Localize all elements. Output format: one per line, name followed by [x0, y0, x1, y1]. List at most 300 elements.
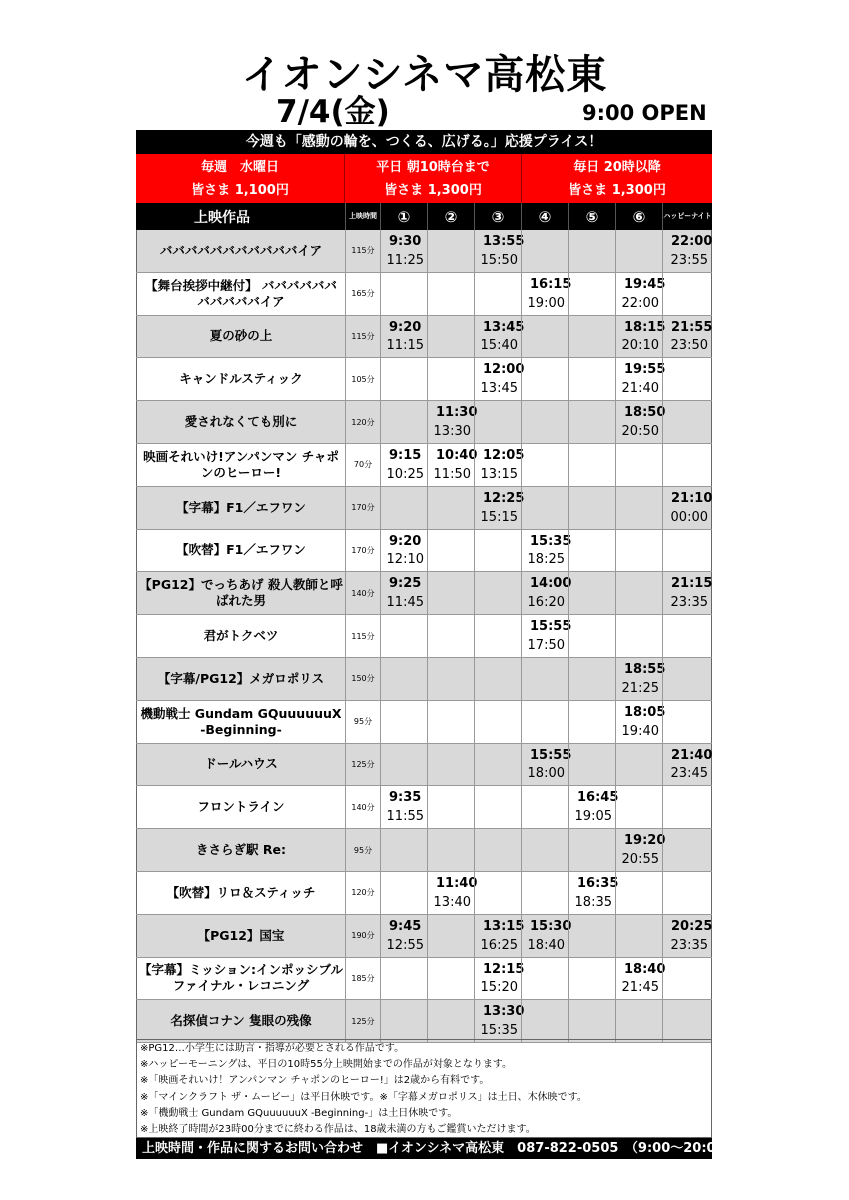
end-time: 11:55 — [386, 809, 424, 825]
showtime-cell — [662, 358, 712, 400]
film-title: 【吹替】リロ＆スティッチ — [136, 872, 345, 914]
showtime-cell — [521, 786, 568, 828]
film-row — [136, 316, 712, 359]
start-time: 21:10 — [671, 490, 713, 506]
start-time: 9:20 — [389, 533, 422, 549]
start-time: 21:55 — [671, 319, 713, 335]
showtime-cell — [568, 401, 615, 443]
film-duration: 170分 — [345, 530, 380, 572]
start-time: 12:15 — [483, 961, 525, 977]
film-title: 【字幕】F1／エフワン — [136, 487, 345, 529]
film-duration: 190分 — [345, 915, 380, 957]
end-time: 00:00 — [670, 509, 708, 525]
end-time: 20:50 — [621, 423, 659, 439]
showtime-cell — [427, 701, 474, 743]
header-screen-3: ③ — [474, 203, 521, 230]
start-time: 12:25 — [483, 490, 525, 506]
showtime-cell — [380, 316, 427, 358]
showtime-cell — [568, 658, 615, 700]
showtime-cell — [474, 444, 525, 486]
film-row — [136, 701, 712, 744]
film-title: 機動戦士 Gundam GQuuuuuuX -Beginning- — [136, 701, 345, 743]
end-time: 11:45 — [386, 595, 424, 611]
film-title: バババババババババババイア — [136, 230, 345, 272]
film-title: キャンドルスティック — [136, 358, 345, 400]
start-time: 20:25 — [671, 918, 713, 934]
showtime-cell — [521, 530, 572, 572]
price-amount: 皆さま 1,300円 — [568, 183, 666, 198]
showtime-cell — [521, 401, 568, 443]
end-time: 20:55 — [621, 851, 659, 867]
end-time: 11:15 — [386, 338, 424, 354]
showtime-cell — [427, 530, 474, 572]
showtime-cell — [427, 572, 474, 614]
showtime-cell — [662, 786, 712, 828]
showtime-cell — [427, 358, 474, 400]
showtime-cell — [662, 273, 712, 315]
end-time: 23:50 — [670, 338, 708, 354]
film-duration: 120分 — [345, 401, 380, 443]
end-time: 18:40 — [527, 937, 565, 953]
film-row — [136, 444, 712, 487]
end-time: 13:40 — [433, 894, 471, 910]
film-row — [136, 230, 712, 273]
end-time: 16:20 — [527, 595, 565, 611]
film-duration: 125分 — [345, 1000, 380, 1042]
showtime-cell — [427, 615, 474, 657]
showtime-cell — [615, 316, 666, 358]
header-duration: 上映時間 — [345, 203, 380, 230]
price-label: 平日 朝10時台まで — [376, 160, 490, 175]
note-line: ※「映画それいけ！アンパンマン チャポンのヒーロー!」は2歳から有料です。 — [140, 1075, 490, 1087]
showtime-cell — [521, 444, 568, 486]
end-time: 12:10 — [386, 552, 424, 568]
showtime-cell — [521, 487, 568, 529]
start-time: 9:45 — [389, 918, 422, 934]
end-time: 23:45 — [670, 766, 708, 782]
header-screen-6: ⑥ — [615, 203, 662, 230]
film-duration: 105分 — [345, 358, 380, 400]
showtime-cell — [427, 786, 474, 828]
showtime-cell — [615, 572, 662, 614]
showtime-cell — [427, 958, 474, 1000]
note-line: ※上映終了時間が23時00分までに終わる作品は、18歳未満の方もご鑑賞いただけます。 — [140, 1124, 536, 1136]
showtime-cell — [427, 316, 474, 358]
showtime-cell — [474, 273, 521, 315]
note-line: ※PG12…小学生には助言・指導が必要とされる作品です。 — [140, 1043, 405, 1054]
note-line: ※ハッピーモーニングは、平日の10時55分上映開始までの作品が対象となります。 — [140, 1059, 513, 1071]
showtime-cell — [615, 401, 666, 443]
showtime-cell — [380, 530, 427, 572]
start-time: 15:30 — [530, 918, 572, 934]
end-time: 21:25 — [621, 680, 659, 696]
showtime-cell — [380, 872, 427, 914]
film-title: 夏の砂の上 — [136, 316, 345, 358]
price-label: 毎週 水曜日 — [200, 160, 279, 175]
film-title: 【PG12】国宝 — [136, 915, 345, 957]
showtime-cell — [521, 958, 568, 1000]
start-time: 19:45 — [624, 276, 666, 292]
film-duration: 150分 — [345, 658, 380, 700]
film-title: 【舞台挨拶中継付】 バババババババババババイア — [136, 273, 345, 315]
film-row — [136, 829, 712, 872]
showtime-cell — [615, 273, 666, 315]
showtime-cell — [521, 572, 572, 614]
film-duration: 70分 — [345, 444, 380, 486]
showtime-cell — [615, 530, 662, 572]
start-time: 13:55 — [483, 234, 525, 249]
showtime-cell — [615, 230, 662, 272]
start-time: 14:00 — [530, 576, 572, 592]
start-time: 11:40 — [436, 875, 478, 891]
film-duration: 115分 — [345, 316, 380, 358]
film-duration: 95分 — [345, 701, 380, 743]
film-title: きさらぎ駅 Re: — [136, 829, 345, 871]
price-amount: 皆さま 1,100円 — [191, 183, 289, 198]
price-block-morning — [345, 154, 522, 203]
showtime-cell — [474, 572, 521, 614]
showtime-cell — [474, 872, 521, 914]
showtime-cell — [427, 273, 474, 315]
showtime-cell — [474, 701, 521, 743]
showtime-cell — [662, 572, 712, 614]
film-duration: 185分 — [345, 958, 380, 1000]
start-time: 9:35 — [389, 790, 422, 806]
showtime-cell — [662, 1000, 712, 1042]
price-block-wednesday — [136, 154, 345, 203]
film-row — [136, 744, 712, 787]
showtime-cell — [427, 444, 478, 486]
price-block-night — [522, 154, 712, 203]
showtime-cell — [427, 915, 474, 957]
showtime-cell — [568, 1000, 615, 1042]
showtime-cell — [474, 316, 525, 358]
showtime-cell — [615, 487, 662, 529]
showtime-cell — [615, 444, 662, 486]
start-time: 9:25 — [389, 576, 422, 592]
film-title: フロントライン — [136, 786, 345, 828]
end-time: 15:35 — [480, 1023, 518, 1039]
showtime-cell — [380, 829, 427, 871]
showtime-cell — [474, 401, 521, 443]
end-time: 15:40 — [480, 338, 518, 354]
showtime-cell — [568, 872, 619, 914]
showtime-cell — [568, 487, 615, 529]
showtime-cell — [521, 829, 568, 871]
start-time: 18:15 — [624, 319, 666, 335]
showtime-cell — [521, 744, 572, 786]
showtime-cell — [615, 872, 662, 914]
showtime-cell — [615, 658, 666, 700]
end-time: 15:50 — [480, 252, 518, 268]
showtime-cell — [568, 744, 615, 786]
showtime-cell — [662, 230, 712, 272]
film-duration: 140分 — [345, 572, 380, 614]
end-time: 13:45 — [480, 381, 518, 397]
showtime-cell — [521, 273, 572, 315]
showtime-cell — [474, 230, 525, 272]
showtime-cell — [380, 444, 427, 486]
header-happy-night: ハッピーナイト — [662, 203, 712, 230]
film-row — [136, 615, 712, 658]
showtime-cell — [380, 744, 427, 786]
end-time: 18:25 — [527, 552, 565, 568]
end-time: 18:00 — [527, 766, 565, 782]
showtime-cell — [427, 872, 478, 914]
showtime-cell — [615, 358, 666, 400]
schedule-table — [136, 230, 712, 1043]
showtime-cell — [662, 487, 712, 529]
showtime-cell — [380, 615, 427, 657]
showtime-cell — [380, 273, 427, 315]
schedule-header — [136, 203, 712, 230]
showtime-cell — [662, 744, 712, 786]
showtime-cell — [615, 829, 666, 871]
showtime-cell — [474, 958, 525, 1000]
film-title: 愛されなくても別に — [136, 401, 345, 443]
start-time: 18:40 — [624, 961, 666, 977]
showtime-cell — [615, 744, 662, 786]
showtime-cell — [380, 1000, 427, 1042]
start-time: 19:55 — [624, 362, 666, 378]
end-time: 20:10 — [621, 338, 659, 354]
showtime-cell — [662, 958, 712, 1000]
price-label: 毎日 20時以降 — [573, 160, 661, 175]
film-duration: 115分 — [345, 615, 380, 657]
showtime-cell — [380, 701, 427, 743]
end-time: 13:30 — [433, 423, 471, 439]
end-time: 19:40 — [621, 723, 659, 739]
schedule-date: 7/4(金) — [276, 94, 390, 130]
film-row — [136, 958, 712, 1001]
film-row — [136, 401, 712, 444]
showtime-cell — [427, 658, 474, 700]
end-time: 11:50 — [433, 466, 471, 482]
end-time: 19:00 — [527, 295, 565, 311]
showtime-cell — [568, 316, 615, 358]
showtime-cell — [474, 615, 521, 657]
film-duration: 95分 — [345, 829, 380, 871]
showtime-cell — [568, 530, 615, 572]
price-amount: 皆さま 1,300円 — [384, 183, 482, 198]
end-time: 21:40 — [621, 381, 659, 397]
start-time: 13:45 — [483, 319, 525, 335]
showtime-cell — [427, 1000, 474, 1042]
header-screen-1: ① — [380, 203, 427, 230]
film-duration: 120分 — [345, 872, 380, 914]
showtime-cell — [662, 530, 712, 572]
showtime-cell — [427, 230, 474, 272]
start-time: 22:00 — [671, 234, 713, 249]
start-time: 16:45 — [577, 790, 619, 806]
notes — [136, 1039, 712, 1138]
showtime-cell — [380, 487, 427, 529]
end-time: 15:15 — [480, 509, 518, 525]
showtime-cell — [427, 401, 478, 443]
showtime-cell — [474, 530, 521, 572]
header-screen-2: ② — [427, 203, 474, 230]
showtime-cell — [427, 829, 474, 871]
start-time: 9:20 — [389, 319, 422, 335]
film-row — [136, 658, 712, 701]
showtime-cell — [662, 872, 712, 914]
showtime-cell — [662, 915, 712, 957]
showtime-cell — [521, 316, 568, 358]
showtime-cell — [568, 829, 615, 871]
showtime-cell — [615, 786, 662, 828]
showtime-cell — [662, 829, 712, 871]
end-time: 15:20 — [480, 980, 518, 996]
showtime-cell — [568, 273, 615, 315]
showtime-cell — [474, 1000, 525, 1042]
showtime-cell — [662, 701, 712, 743]
start-time: 15:55 — [530, 619, 572, 635]
end-time: 23:35 — [670, 595, 708, 611]
film-title: 映画それいけ!アンパンマン チャポンのヒーロー! — [136, 444, 345, 486]
showtime-cell — [568, 958, 615, 1000]
showtime-cell — [380, 401, 427, 443]
showtime-cell — [615, 615, 662, 657]
film-title: 【字幕】ミッション:インポッシブル ファイナル・レコニング — [136, 958, 345, 1000]
start-time: 11:30 — [436, 405, 478, 421]
showtime-cell — [380, 358, 427, 400]
start-time: 10:40 — [436, 447, 478, 463]
film-duration: 170分 — [345, 487, 380, 529]
end-time: 12:55 — [386, 937, 424, 953]
showtime-cell — [521, 358, 568, 400]
end-time: 22:00 — [621, 295, 659, 311]
showtime-cell — [474, 658, 521, 700]
end-time: 16:25 — [480, 937, 518, 953]
showtime-cell — [521, 872, 568, 914]
showtime-cell — [380, 230, 427, 272]
showtime-cell — [521, 230, 568, 272]
start-time: 18:55 — [624, 661, 666, 677]
contact-footer: 上映時間・作品に関するお問い合わせ ■イオンシネマ高松東 087-822-0505 （9:00～20:00） — [136, 1138, 712, 1159]
end-time: 23:35 — [670, 937, 708, 953]
start-time: 12:05 — [483, 447, 525, 463]
film-title: 【吹替】F1／エフワン — [136, 530, 345, 572]
film-row — [136, 273, 712, 316]
showtime-cell — [568, 615, 615, 657]
showtime-cell — [474, 487, 525, 529]
film-row — [136, 358, 712, 401]
film-title: 名探偵コナン 隻眼の残像 — [136, 1000, 345, 1042]
showtime-cell — [568, 444, 615, 486]
start-time: 16:35 — [577, 875, 619, 891]
film-title: 【字幕/PG12】メガロポリス — [136, 658, 345, 700]
showtime-cell — [474, 786, 521, 828]
showtime-cell — [380, 658, 427, 700]
start-time: 16:15 — [530, 276, 572, 292]
film-duration: 165分 — [345, 273, 380, 315]
end-time: 21:45 — [621, 980, 659, 996]
end-time: 10:25 — [386, 466, 424, 482]
film-title: 【PG12】でっちあげ 殺人教師と呼ばれた男 — [136, 572, 345, 614]
start-time: 21:15 — [671, 576, 713, 592]
showtime-cell — [568, 701, 615, 743]
showtime-cell — [662, 658, 712, 700]
showtime-cell — [568, 915, 615, 957]
film-row — [136, 530, 712, 573]
showtime-cell — [521, 615, 572, 657]
showtime-cell — [568, 230, 615, 272]
showtime-cell — [615, 1000, 662, 1042]
film-row — [136, 915, 712, 958]
header-screen-5: ⑤ — [568, 203, 615, 230]
start-time: 18:05 — [624, 704, 666, 720]
showtime-cell — [568, 358, 615, 400]
price-bar — [136, 154, 712, 203]
showtime-cell — [474, 915, 525, 957]
start-time: 15:35 — [530, 533, 572, 549]
start-time: 9:15 — [389, 447, 422, 463]
showtime-cell — [380, 958, 427, 1000]
start-time: 21:40 — [671, 747, 713, 763]
header-screen-4: ④ — [521, 203, 568, 230]
end-time: 17:50 — [527, 637, 565, 653]
showtime-cell — [521, 701, 568, 743]
film-duration: 140分 — [345, 786, 380, 828]
showtime-cell — [380, 786, 427, 828]
theater-title: イオンシネマ高松東 — [241, 52, 608, 98]
showtime-cell — [662, 401, 712, 443]
showtime-cell — [615, 701, 666, 743]
end-time: 19:05 — [574, 809, 612, 825]
start-time: 15:55 — [530, 747, 572, 763]
showtime-cell — [474, 744, 521, 786]
promo-banner: 今週も「感動の輪を、つくる、広げる。」応援プライス！ — [136, 130, 712, 154]
film-title: ドールハウス — [136, 744, 345, 786]
showtime-cell — [662, 316, 712, 358]
showtime-cell — [521, 658, 568, 700]
film-title: 君がトクベツ — [136, 615, 345, 657]
showtime-cell — [568, 786, 619, 828]
start-time: 18:50 — [624, 405, 666, 421]
showtime-cell — [474, 358, 525, 400]
note-line: ※「機動戦士 Gundam GQuuuuuuX -Beginning-」は土日休映です。 — [140, 1107, 458, 1119]
showtime-cell — [568, 572, 615, 614]
showtime-cell — [427, 487, 474, 529]
showtime-cell — [380, 572, 427, 614]
film-row — [136, 786, 712, 829]
showtime-cell — [474, 829, 521, 871]
open-time: 9:00 OPEN — [582, 101, 707, 125]
end-time: 13:15 — [480, 466, 518, 482]
showtime-cell — [662, 444, 712, 486]
note-line: ※「マインクラフト ザ・ムービー」は平日休映です。※「字幕メガロポリス」は土日、木休映です。 — [140, 1091, 587, 1103]
showtime-cell — [615, 958, 666, 1000]
showtime-cell — [662, 615, 712, 657]
showtime-cell — [615, 915, 662, 957]
start-time: 19:20 — [624, 833, 666, 849]
header-title: 上映作品 — [194, 209, 250, 226]
showtime-cell — [427, 744, 474, 786]
showtime-cell — [380, 915, 427, 957]
film-duration: 125分 — [345, 744, 380, 786]
film-row — [136, 1000, 712, 1043]
showtime-cell — [521, 915, 572, 957]
film-duration: 115分 — [345, 230, 380, 272]
end-time: 23:55 — [670, 252, 708, 268]
start-time: 12:00 — [483, 362, 525, 378]
start-time: 13:30 — [483, 1004, 525, 1020]
showtime-cell — [521, 1000, 568, 1042]
start-time: 9:30 — [389, 234, 422, 249]
film-row — [136, 487, 712, 530]
start-time: 13:15 — [483, 918, 525, 934]
film-row — [136, 572, 712, 615]
